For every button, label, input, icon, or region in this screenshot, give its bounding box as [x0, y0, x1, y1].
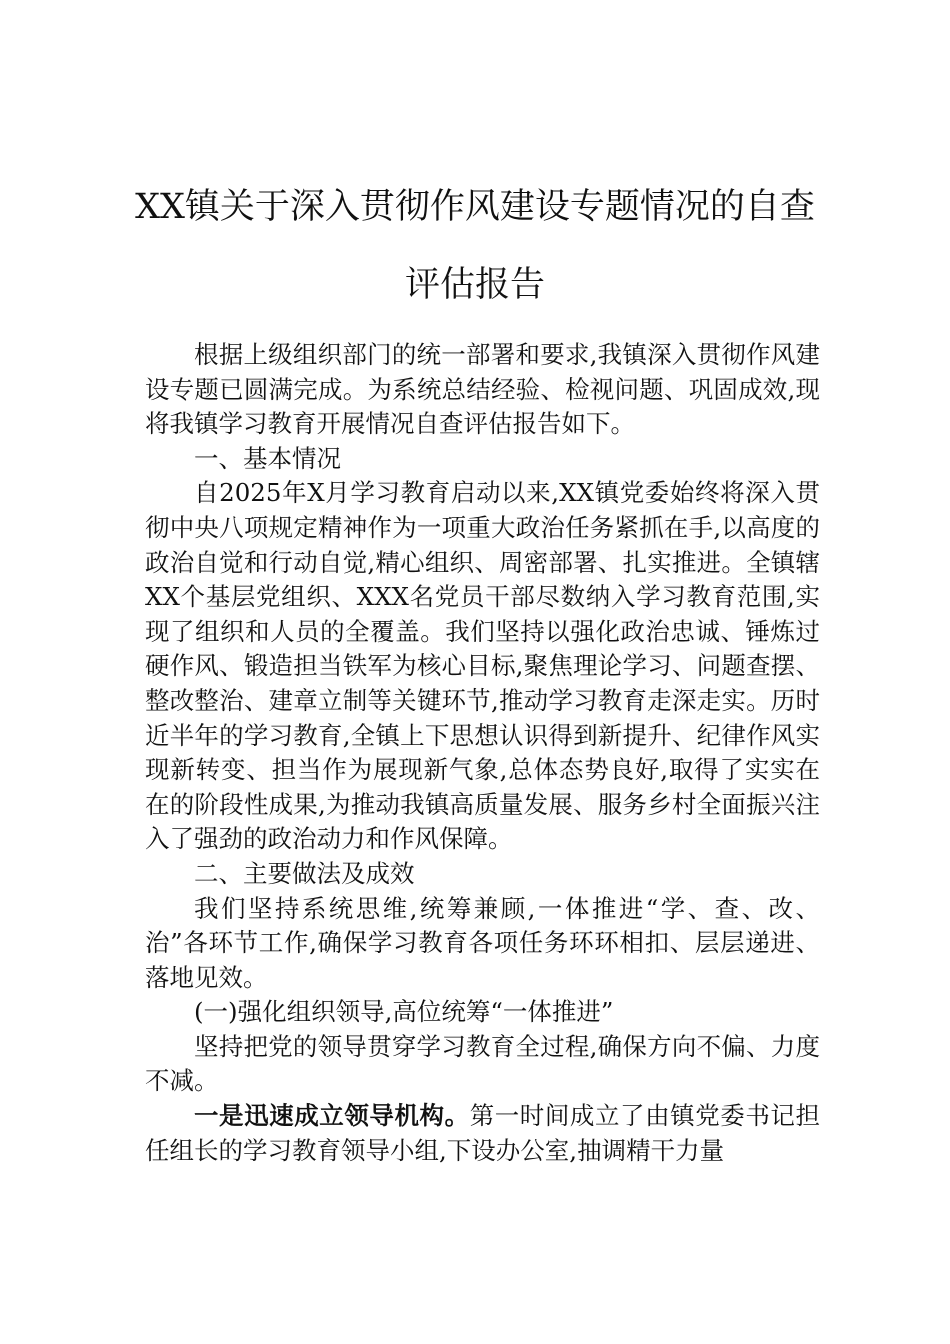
main-practices-paragraph: 我们坚持系统思维,统筹兼顾,一体推进“学、查、改、治”各环节工作,确保学习教育各项任务环环相扣、层层递进、落地见效。	[145, 893, 820, 992]
intro-paragraph: 根据上级组织部门的统一部署和要求,我镇深入贯彻作风建设专题已圆满完成。为系统总结经验、检视问题、巩固成效,现将我镇学习教育开展情况自查评估报告如下。	[145, 340, 820, 439]
first-point-text: 第一时间成立了由镇党委书记担任组长的学习教育领导小组,下设办公室,抽调精干力量	[145, 1101, 820, 1165]
section-heading-basic-situation: 一、基本情况	[194, 443, 341, 473]
document-body	[145, 338, 820, 1168]
leadership-first-point-paragraph	[145, 1099, 820, 1168]
leadership-paragraph: 坚持把党的领导贯穿学习教育全过程,确保方向不偏、力度不减。	[145, 1031, 820, 1096]
document-title: XX镇关于深入贯彻作风建设专题情况的自查评估报告	[135, 187, 815, 305]
section-heading-main-practices: 二、主要做法及成效	[194, 858, 415, 888]
first-point-bold-lead: 一是迅速成立领导机构。	[194, 1101, 470, 1131]
subsection-heading-leadership: (一)强化组织领导,高位统筹“一体推进”	[194, 997, 614, 1027]
basic-situation-paragraph: 自2025年X月学习教育启动以来,XX镇党委始终将深入贯彻中央八项规定精神作为一项重大政治任务紧抓在手,以高度的政治自觉和行动自觉,精心组织、周密部署、扎实推进。全镇辖XX个基层党组织、XXX名党员干部尽数纳入学习教育范围,实现了组织和人员的全覆盖。我们坚持以强化政治忠诚、锤炼过硬作风、锻造担当铁军为核心目标,聚焦理论学习、问题查摆、整改整治、建章立制等关键环节,推动学习教育走深走实。历时近半年的学习教育,全镇上下思想认识得到新提升、纪律作风实现新转变、担当作为展现新气象,总体态势良好,取得了实实在在的阶段性成果,为推动我镇高质量发展、服务乡村全面振兴注入了强劲的政治动力和作风保障。	[145, 478, 820, 854]
